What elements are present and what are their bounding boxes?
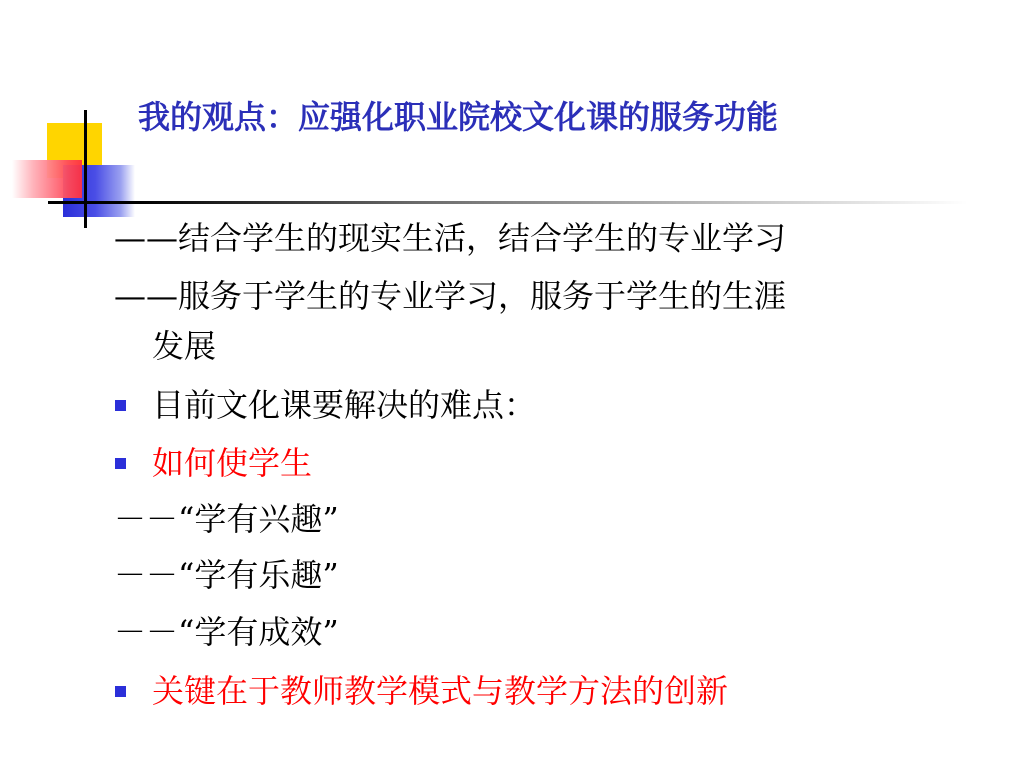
bullet-item-difficulties: 目前文化课要解决的难点： (152, 386, 537, 424)
bullet-marker (115, 400, 126, 411)
decorative-pink-bar (12, 160, 82, 198)
decorative-vertical-line (84, 110, 87, 228)
bullet-item-key-innovation: 关键在于教师教学模式与教学方法的创新 (152, 672, 729, 710)
sub-line-results: －－“学有成效” (114, 613, 339, 651)
bullet-marker (115, 686, 126, 697)
text-line-career-continued: 发展 (152, 327, 217, 365)
text-line-life: ——结合学生的现实生活，结合学生的专业学习 (114, 219, 787, 257)
title-divider-line (48, 201, 968, 204)
bullet-item-how-to: 如何使学生 (152, 444, 313, 482)
sub-line-interest: －－“学有兴趣” (114, 500, 339, 538)
bullet-marker (115, 458, 126, 469)
sub-line-enjoyment: －－“学有乐趣” (114, 556, 339, 594)
slide-title: 我的观点：应强化职业院校文化课的服务功能 (138, 98, 779, 136)
text-line-career: ——服务于学生的专业学习，服务于学生的生涯 (114, 277, 787, 315)
